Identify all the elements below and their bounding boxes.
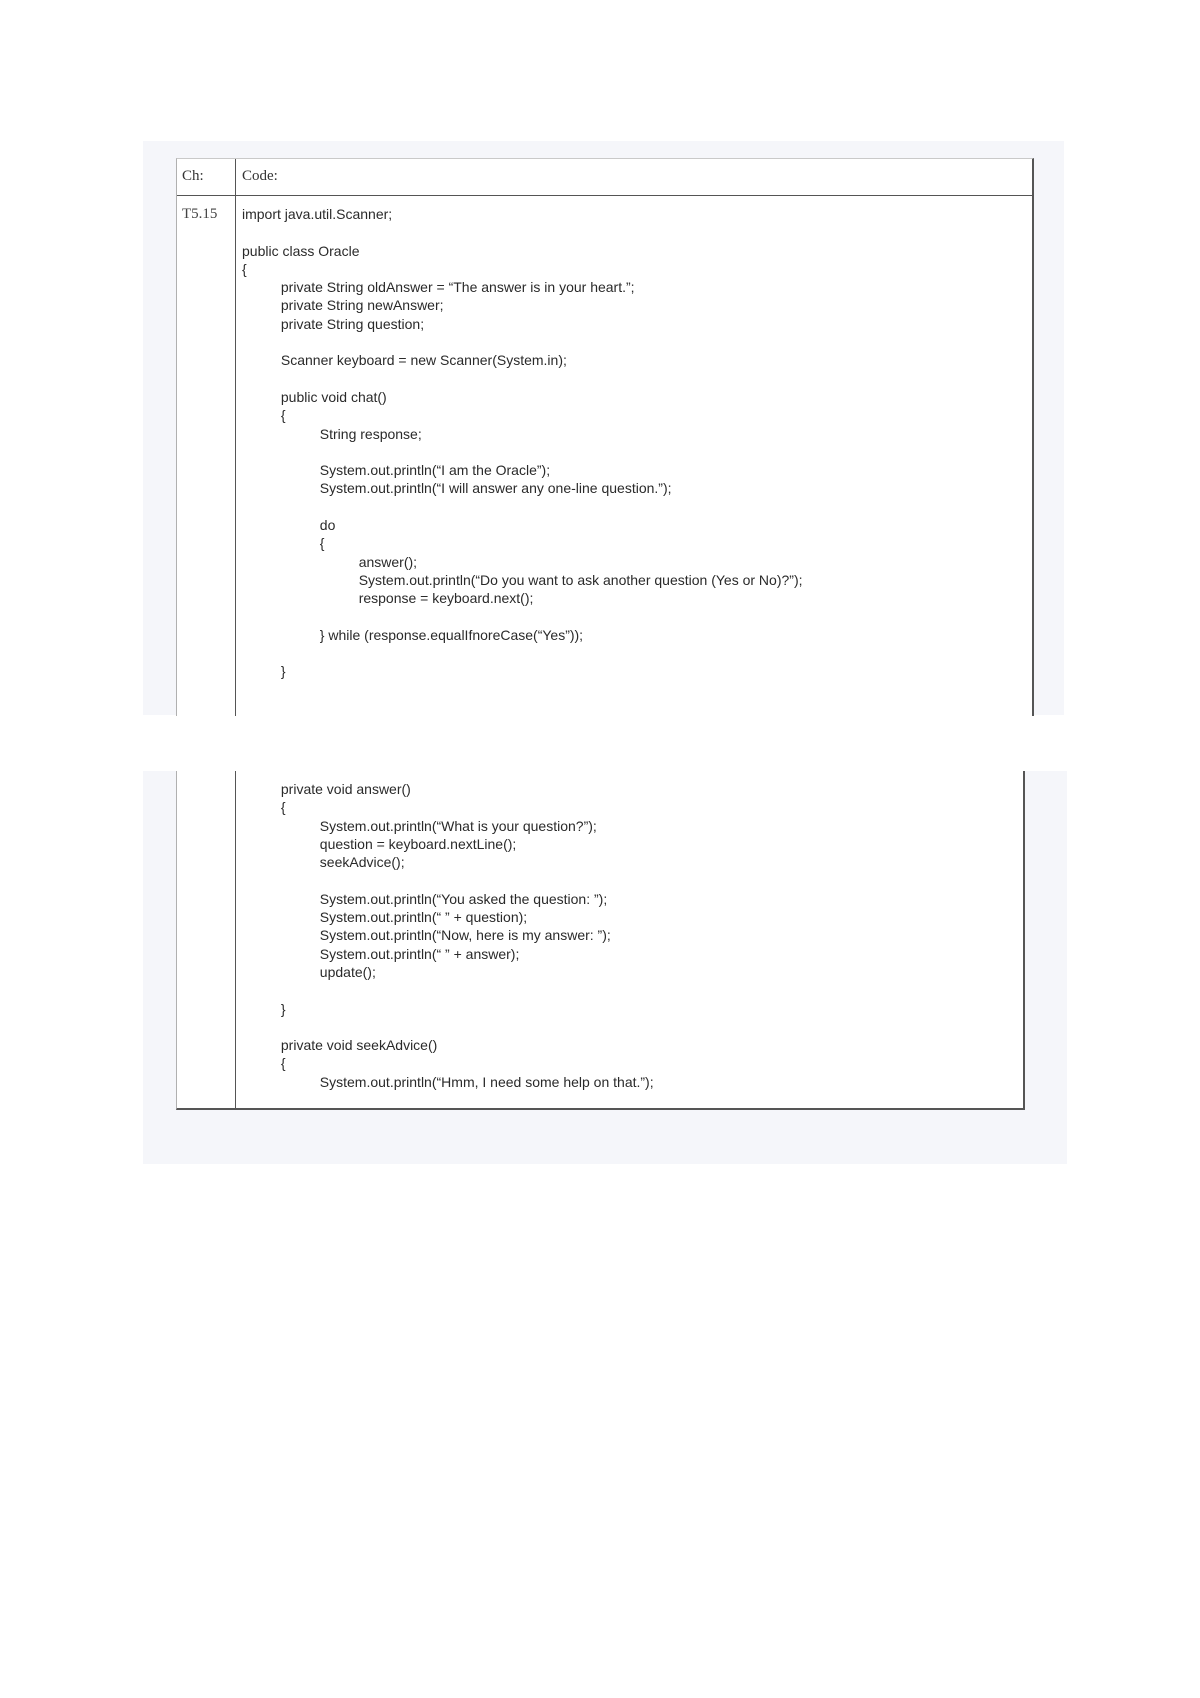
code-table-part-1 <box>176 158 1034 716</box>
code-block-part-2: private void answer() { System.out.println(“What is your question?”); question = keyboard.nextLine(); seekAdvice(); System.out.println(“You asked the question: ”); System.out.println(“ ” + question); System.out.println(“Now, here is my answer: ”); System.out.println(“ ” + answer); update(); } private void seekAdvice() { System.out.println(“Hmm, I need some help on that.”); <box>280 781 654 1090</box>
chapter-id: T5.15 <box>182 206 218 222</box>
column-divider <box>235 159 236 716</box>
header-divider <box>177 195 1032 196</box>
chapter-column-header: Ch: <box>182 168 204 184</box>
code-column-header: Code: <box>242 168 278 184</box>
code-table-part-2 <box>176 771 1025 1110</box>
code-block-part-1: import java.util.Scanner; public class Oracle { private String oldAnswer = “The answer is in your heart.”; private String newAnswer; private String question; Scanner keyboard = new Scanner(System.in); public void chat() { String response; System.out.println(“I am the Oracle”); System.out.println(“I will answer any one-line question.”); do { answer(); System.out.println(“Do you want to ask another question (Yes or No)?”); response = keyboard.next(); } while (response.equalIfnoreCase(“Yes”)); } <box>242 206 803 680</box>
column-divider <box>235 771 236 1108</box>
